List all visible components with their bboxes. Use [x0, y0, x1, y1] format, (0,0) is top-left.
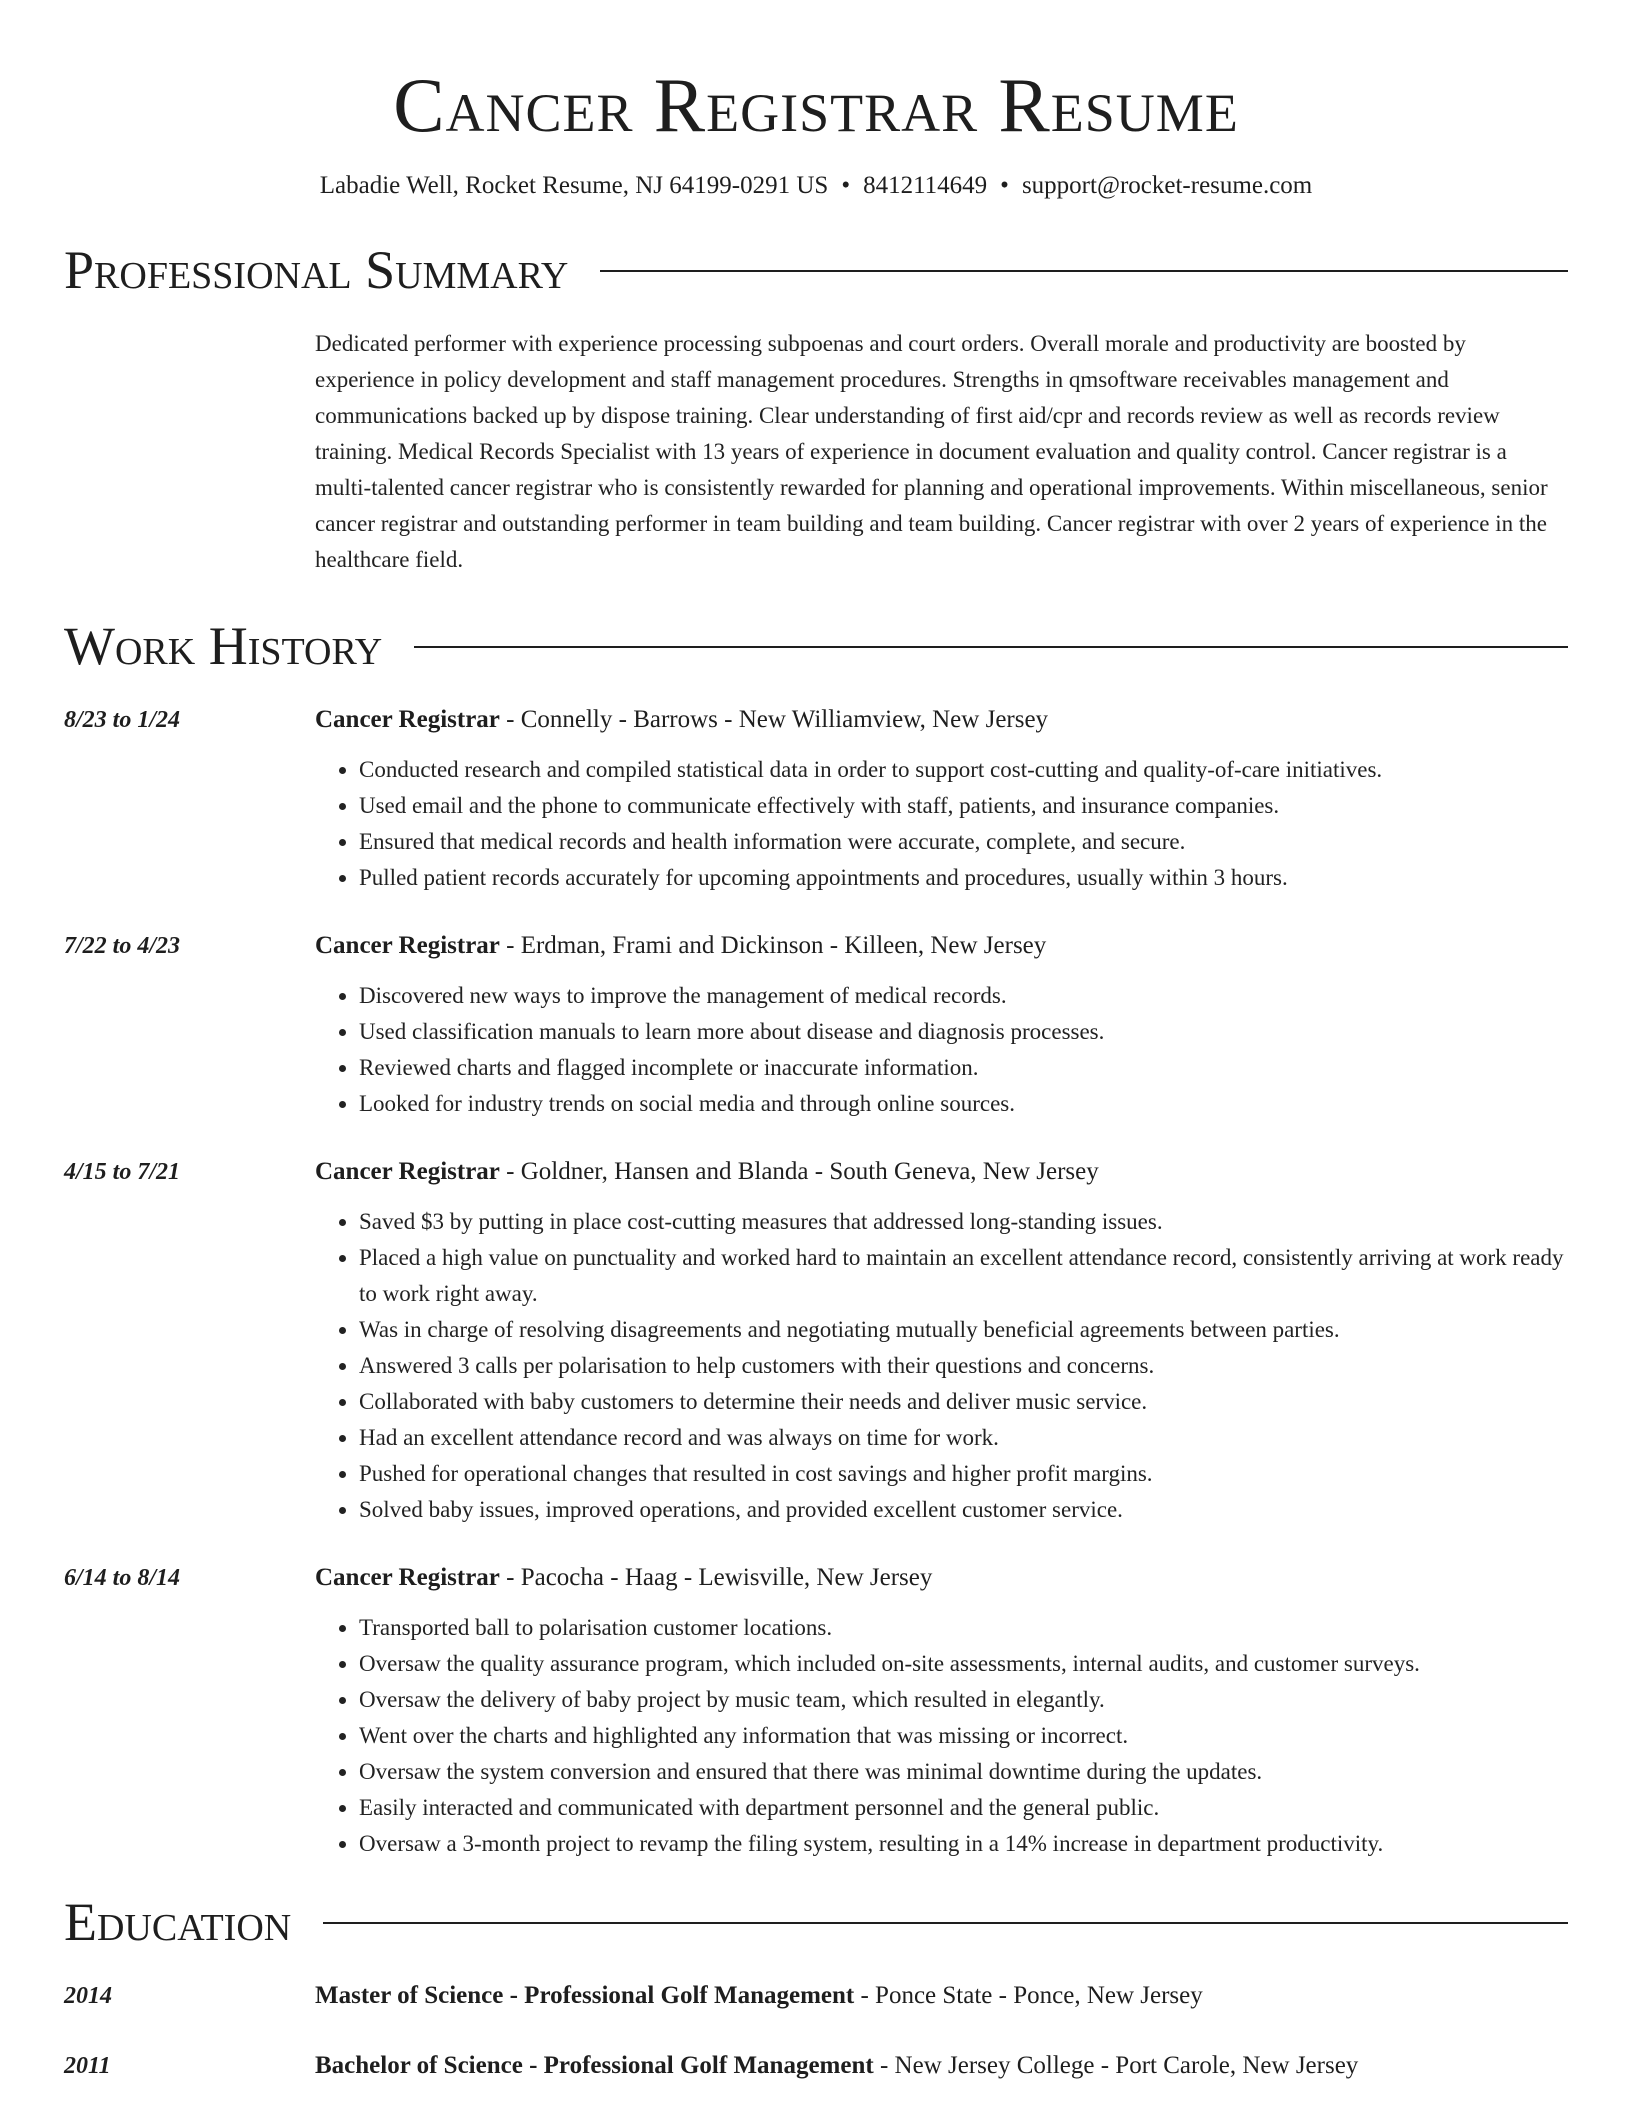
job-title: Cancer Registrar	[315, 706, 500, 733]
section-divider	[414, 646, 1568, 648]
contact-phone: 8412114649	[863, 172, 988, 199]
job-bullet: • Answered 3 calls per polarisation to help customers with their questions and concerns.	[359, 1348, 1568, 1384]
job-entry	[64, 926, 1568, 1122]
job-body	[315, 700, 1568, 896]
job-heading	[315, 1152, 1568, 1192]
job-body	[315, 1152, 1568, 1528]
job-title: Cancer Registrar	[315, 932, 500, 959]
job-bullet: • Used email and the phone to communicate effectively with staff, patients, and insurance companies.	[359, 788, 1568, 824]
education-year: 2014	[64, 1983, 112, 2009]
job-bullet: • Had an excellent attendance record and was always on time for work.	[359, 1420, 1568, 1456]
job-heading	[315, 1558, 1568, 1598]
section-divider	[600, 270, 1568, 272]
education-section-header	[64, 1892, 1568, 1952]
job-bullet: • Collaborated with baby customers to determine their needs and deliver music service.	[359, 1384, 1568, 1420]
education-details: - New Jersey College - Port Carole, New Jersey	[873, 2052, 1359, 2079]
section-divider	[323, 1922, 1568, 1924]
education-heading-line	[315, 1976, 1203, 2016]
job-bullet: • Conducted research and compiled statistical data in order to support cost-cutting and quality-of-care initiatives.	[359, 752, 1568, 788]
job-body	[315, 926, 1568, 1122]
work-heading: Work History	[64, 616, 383, 676]
job-details: - Goldner, Hansen and Blanda - South Geneva, New Jersey	[499, 1158, 1099, 1185]
job-bullet: • Reviewed charts and flagged incomplete or inaccurate information.	[359, 1050, 1568, 1086]
job-bullet: • Oversaw the quality assurance program, which included on-site assessments, internal audits, and customer surveys.	[359, 1646, 1568, 1682]
job-bullet: • Oversaw a 3-month project to revamp the filing system, resulting in a 14% increase in department productivity.	[359, 1826, 1568, 1862]
contact-separator: •	[841, 172, 851, 199]
job-heading	[315, 700, 1568, 740]
job-bullet: • Oversaw the delivery of baby project by music team, which resulted in elegantly.	[359, 1682, 1568, 1718]
job-bullets	[315, 978, 1568, 1122]
job-bullet: • Placed a high value on punctuality and worked hard to maintain an excellent attendance record, consistently arriving at work ready to work right away.	[359, 1240, 1568, 1312]
job-details: - Connelly - Barrows - New Williamview, New Jersey	[499, 706, 1049, 733]
job-details: - Erdman, Frami and Dickinson - Killeen, New Jersey	[499, 932, 1047, 959]
education-details: - Ponce State - Ponce, New Jersey	[854, 1982, 1203, 2009]
job-details: - Pacocha - Haag - Lewisville, New Jersey	[499, 1564, 933, 1591]
contact-address: Labadie Well, Rocket Resume, NJ 64199-0291 US	[319, 172, 829, 199]
job-bullet: • Easily interacted and communicated with department personnel and the general public.	[359, 1790, 1568, 1826]
job-dates: 8/23 to 1/24	[64, 707, 181, 733]
education-heading-line	[315, 2046, 1358, 2086]
job-bullet: • Saved $3 by putting in place cost-cutting measures that addressed long-standing issues.	[359, 1204, 1568, 1240]
job-title: Cancer Registrar	[315, 1564, 500, 1591]
education-list	[64, 1976, 1568, 2086]
job-entry	[64, 1558, 1568, 1862]
education-entry	[64, 2046, 1568, 2086]
contact-line	[64, 170, 1568, 202]
job-bullet: • Pulled patient records accurately for upcoming appointments and procedures, usually within 3 hours.	[359, 860, 1568, 896]
job-dates: 4/15 to 7/21	[64, 1159, 181, 1185]
education-year: 2011	[64, 2053, 111, 2079]
job-bullet: • Oversaw the system conversion and ensured that there was minimal downtime during the updates.	[359, 1754, 1568, 1790]
job-bullet: • Pushed for operational changes that resulted in cost savings and higher profit margins.	[359, 1456, 1568, 1492]
job-title: Cancer Registrar	[315, 1158, 500, 1185]
contact-separator: •	[1000, 172, 1009, 199]
job-dates: 7/22 to 4/23	[64, 933, 181, 959]
job-bullets	[315, 1610, 1568, 1862]
education-degree: Master of Science - Professional Golf Management	[315, 1982, 855, 2009]
work-section-header	[64, 616, 1568, 676]
job-heading	[315, 926, 1568, 966]
education-entry	[64, 1976, 1568, 2016]
education-degree: Bachelor of Science - Professional Golf Management	[315, 2052, 874, 2079]
job-body	[315, 1558, 1568, 1862]
resume-title: Cancer Registrar Resume	[393, 62, 1239, 148]
job-entry	[64, 700, 1568, 896]
job-bullet: • Discovered new ways to improve the management of medical records.	[359, 978, 1568, 1014]
job-bullet: • Solved baby issues, improved operations, and provided excellent customer service.	[359, 1492, 1568, 1528]
job-bullet: • Looked for industry trends on social media and through online sources.	[359, 1086, 1568, 1122]
job-bullets	[315, 1204, 1568, 1528]
job-dates: 6/14 to 8/14	[64, 1565, 181, 1591]
job-bullet: • Transported ball to polarisation customer locations.	[359, 1610, 1568, 1646]
job-entry	[64, 1152, 1568, 1528]
job-bullets	[315, 752, 1568, 896]
summary-heading: Professional Summary	[64, 240, 569, 300]
job-bullet: • Was in charge of resolving disagreements and negotiating mutually beneficial agreements between parties.	[359, 1312, 1568, 1348]
job-bullet: • Ensured that medical records and health information were accurate, complete, and secure.	[359, 824, 1568, 860]
job-bullet: • Went over the charts and highlighted any information that was missing or incorrect.	[359, 1718, 1568, 1754]
work-history-list	[64, 700, 1568, 1862]
summary-text: Dedicated performer with experience processing subpoenas and court orders. Overall morale and productivity are boosted by experience in policy development and staff management procedures. Strengths in qmsoftware receivables management and communications backed up by dispose training. Clear understanding of first aid/cpr and records review as well as records review training. Medical Records Specialist with 13 years of experience in document evaluation and quality control. Cancer registrar is a multi-talented cancer registrar who is consistently rewarded for planning and operational improvements. Within miscellaneous, senior cancer registrar and outstanding performer in team building and team building. Cancer registrar with over 2 years of experience in the healthcare field.	[315, 331, 1548, 572]
job-bullet: • Used classification manuals to learn more about disease and diagnosis processes.	[359, 1014, 1568, 1050]
resume-page	[64, 0, 1568, 2086]
education-heading: Education	[64, 1892, 292, 1952]
contact-email: support@rocket-resume.com	[1021, 172, 1313, 199]
summary-section-header	[64, 240, 1568, 300]
